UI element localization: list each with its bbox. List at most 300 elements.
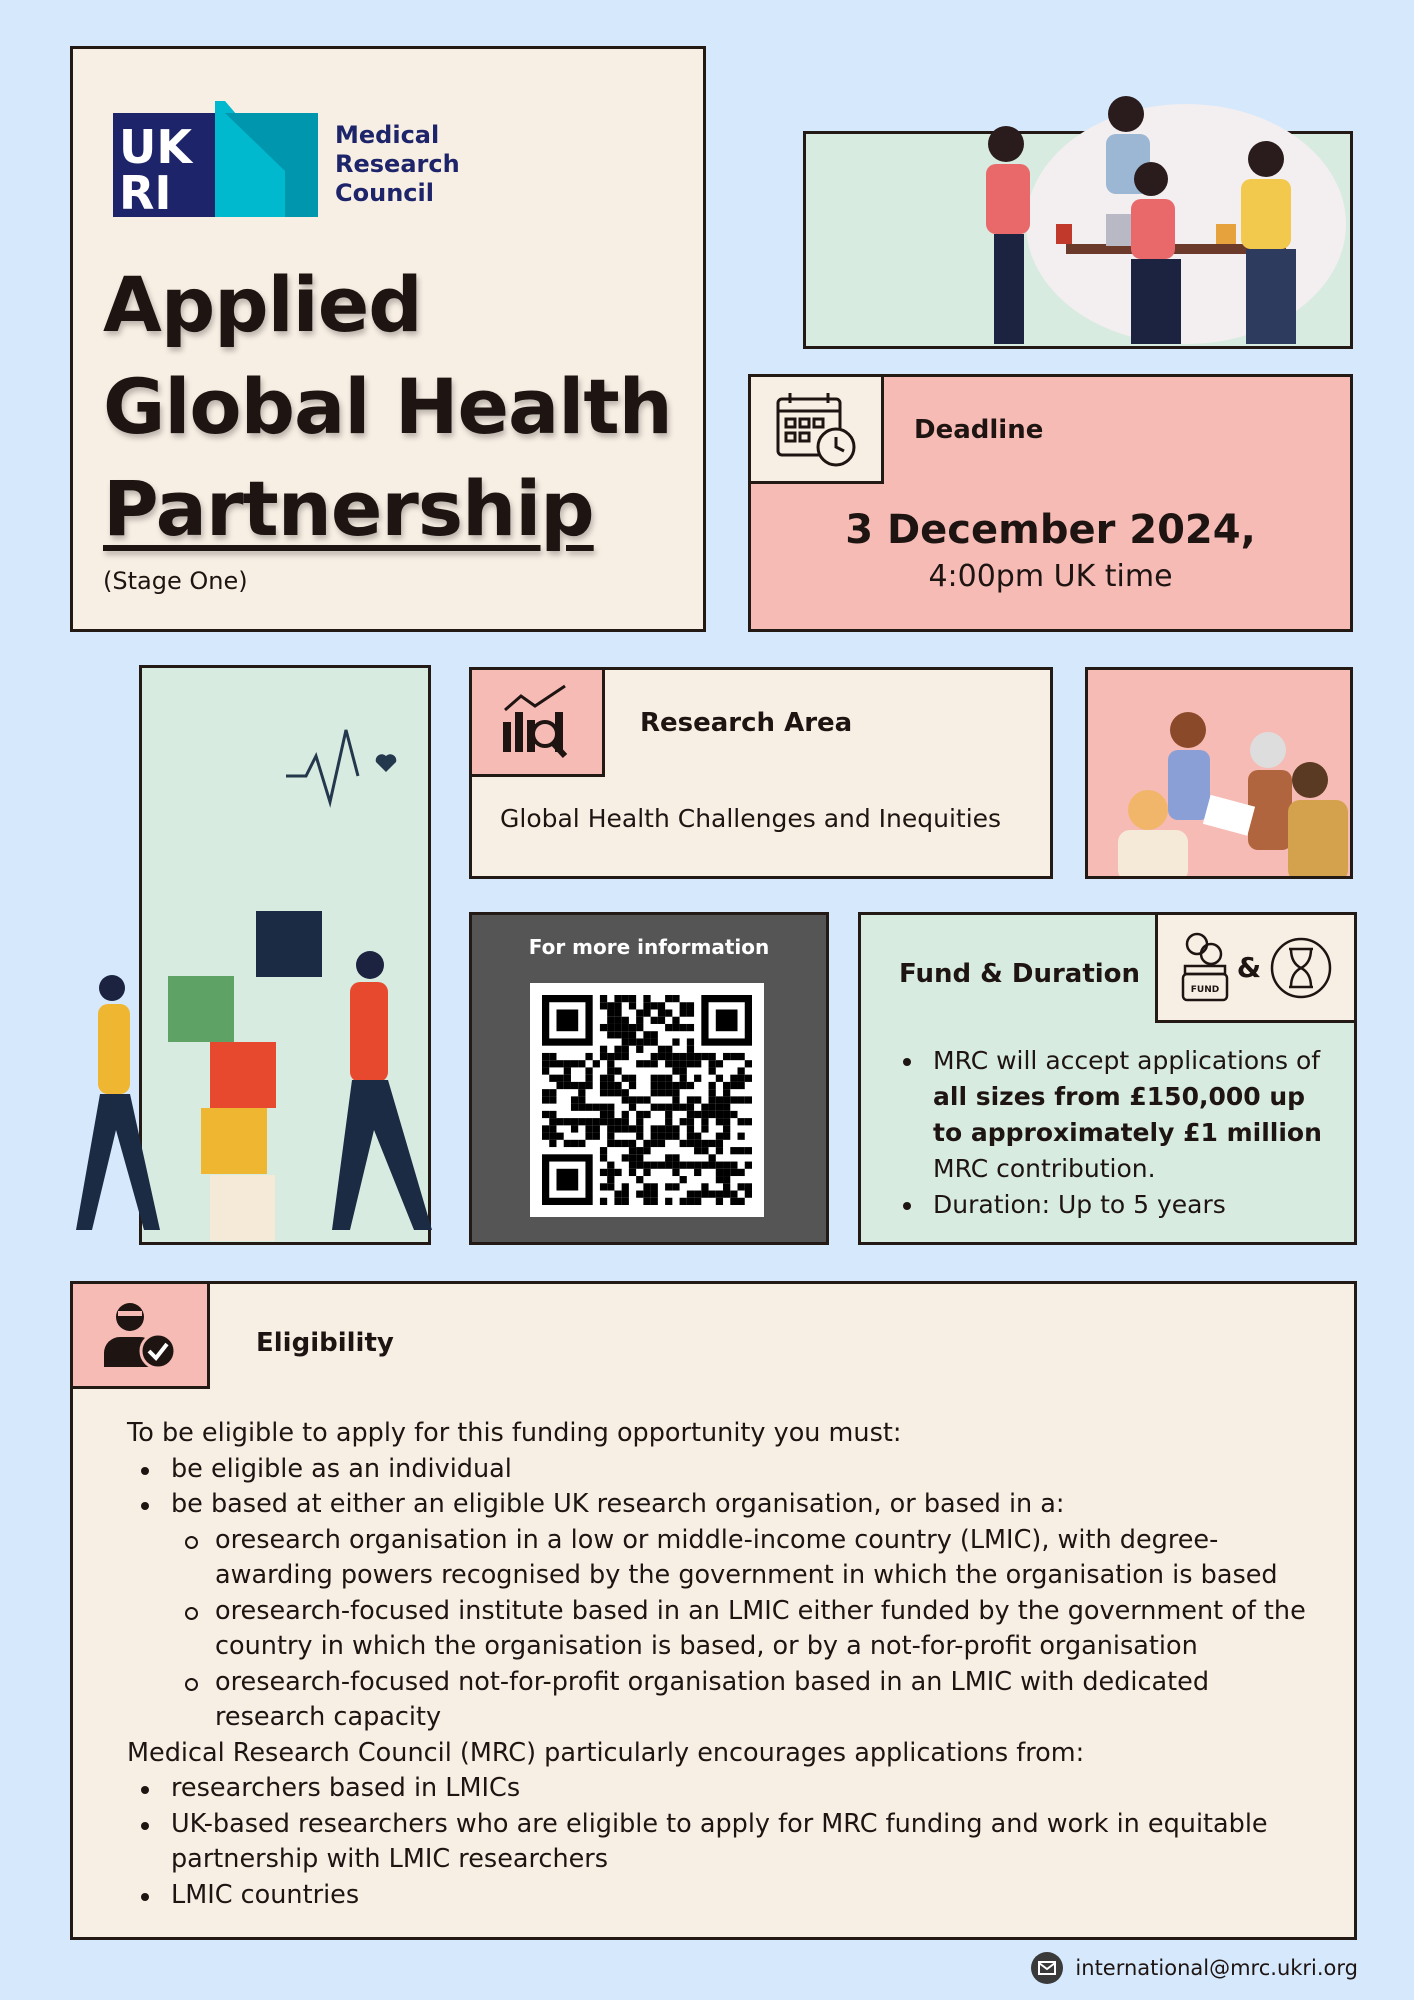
qr-module (614, 1198, 621, 1205)
qr-module (701, 1162, 708, 1169)
qr-module (600, 1075, 607, 1082)
qr-module (614, 1024, 621, 1031)
qr-module (694, 1133, 701, 1140)
qr-module (701, 1111, 708, 1118)
calendar-clock-icon (774, 389, 858, 469)
qr-module (680, 1053, 687, 1060)
fund-amount-item (889, 1043, 1339, 1187)
calendar-icon-box (748, 374, 884, 484)
qr-module (636, 1096, 643, 1103)
svg-text:UK: UK (119, 120, 192, 174)
qr-module (687, 1118, 694, 1125)
qr-module (636, 1118, 643, 1125)
qr-module (571, 1096, 578, 1103)
qr-module (738, 1075, 745, 1082)
qr-module (564, 1060, 571, 1067)
qr-module (672, 1162, 679, 1169)
qr-module (658, 1075, 665, 1082)
must-item: be based at either an eligible UK research organisation, or based in a: (127, 1487, 1327, 1523)
qr-module (665, 1046, 672, 1053)
qr-module (658, 1017, 665, 1024)
qr-module (593, 1104, 600, 1111)
qr-module (738, 1053, 745, 1060)
qr-module (723, 1118, 730, 1125)
qr-module (556, 1060, 563, 1067)
title-panel (70, 46, 706, 632)
qr-module (571, 1118, 578, 1125)
qr-module (629, 1104, 636, 1111)
qr-module (607, 1118, 614, 1125)
qr-module (643, 1191, 650, 1198)
qr-module (578, 1140, 585, 1147)
qr-module (600, 1089, 607, 1096)
qr-module (658, 1002, 665, 1009)
qr-module (549, 1060, 556, 1067)
qr-module (622, 1125, 629, 1132)
qr-module (556, 1118, 563, 1125)
qr-finder (556, 1169, 578, 1191)
qr-module (709, 1140, 716, 1147)
qr-module (687, 1002, 694, 1009)
qr-module (730, 1162, 737, 1169)
qr-module (564, 1140, 571, 1147)
qr-module (600, 1118, 607, 1125)
qr-module (738, 1147, 745, 1154)
qr-module (658, 1089, 665, 1096)
qr-module (651, 1053, 658, 1060)
qr-module (614, 1082, 621, 1089)
qr-module (607, 1111, 614, 1118)
qr-module (629, 1038, 636, 1045)
page-title (103, 254, 672, 560)
qr-module (614, 995, 621, 1002)
qr-module (745, 1118, 752, 1125)
qr-module (680, 1104, 687, 1111)
eligibility-content (127, 1416, 1327, 1913)
hourglass-icon (1267, 935, 1333, 1001)
qr-module (614, 1002, 621, 1009)
qr-module (600, 1198, 607, 1205)
chart-magnifier-icon (497, 682, 577, 762)
qr-module (738, 1096, 745, 1103)
qr-module (556, 1133, 563, 1140)
more-info-label: For more information (528, 935, 770, 959)
qr-module (651, 1140, 658, 1147)
qr-module (629, 1002, 636, 1009)
qr-module (701, 1053, 708, 1060)
qr-module (658, 1162, 665, 1169)
qr-code[interactable] (530, 983, 764, 1217)
qr-module (723, 1191, 730, 1198)
qr-module (687, 1096, 694, 1103)
qr-module (622, 1053, 629, 1060)
qr-module (622, 1046, 629, 1053)
qr-module (716, 1169, 723, 1176)
qr-module (578, 1118, 585, 1125)
qr-module (578, 1096, 585, 1103)
ukri-mrc-logo (113, 101, 473, 221)
qr-module (607, 1125, 614, 1132)
qr-module (716, 1191, 723, 1198)
qr-module (578, 1082, 585, 1089)
qr-module (600, 995, 607, 1002)
qr-module (665, 1009, 672, 1016)
org-type-item: oresearch organisation in a low or middle-income country (LMIC), with degree-awarding powers recognised by the government in which the organisation is based (127, 1523, 1327, 1594)
qr-module (585, 1125, 592, 1132)
qr-module (723, 1169, 730, 1176)
qr-module (614, 1118, 621, 1125)
qr-module (614, 1125, 621, 1132)
qr-module (614, 1169, 621, 1176)
qr-module (614, 1140, 621, 1147)
qr-module (607, 1075, 614, 1082)
eligibility-panel (70, 1281, 1357, 1940)
qr-module (709, 1060, 716, 1067)
ampersand: & (1236, 951, 1262, 984)
fund-duration-panel (858, 912, 1357, 1245)
qr-module (658, 1104, 665, 1111)
qr-module (716, 1111, 723, 1118)
qr-module (701, 1147, 708, 1154)
qr-module (745, 1096, 752, 1103)
qr-module (665, 1133, 672, 1140)
qr-module (687, 1133, 694, 1140)
qr-module (680, 1140, 687, 1147)
qr-module (672, 1089, 679, 1096)
qr-module (585, 1104, 592, 1111)
qr-module (564, 1067, 571, 1074)
qr-module (687, 1024, 694, 1031)
ukri-logo-icon (113, 101, 318, 217)
qr-module (672, 1096, 679, 1103)
qr-module (643, 995, 650, 1002)
qr-module (542, 1133, 549, 1140)
fund-amount-suffix: MRC contribution. (933, 1154, 1156, 1183)
qr-module (600, 1169, 607, 1176)
qr-module (614, 1067, 621, 1074)
qr-module (745, 1183, 752, 1190)
qr-module (622, 995, 629, 1002)
qr-module (549, 1075, 556, 1082)
qr-module (629, 1096, 636, 1103)
qr-module (651, 1162, 658, 1169)
qr-module (716, 1075, 723, 1082)
qr-module (738, 1082, 745, 1089)
logo-line-research: Research (335, 150, 460, 178)
qr-module (629, 1031, 636, 1038)
qr-module (614, 1046, 621, 1053)
celebrating-team-illustration (966, 74, 1346, 350)
qr-module (636, 1017, 643, 1024)
qr-module (672, 1017, 679, 1024)
qr-module (542, 1053, 549, 1060)
qr-module (651, 1104, 658, 1111)
qr-module (723, 1104, 730, 1111)
qr-finder (556, 1009, 578, 1031)
qr-module (622, 1154, 629, 1161)
qr-module (730, 1198, 737, 1205)
qr-module (651, 1198, 658, 1205)
qr-module (542, 1096, 549, 1103)
qr-module (672, 1082, 679, 1089)
team-meeting-illustration-panel (1085, 667, 1353, 879)
qr-module (687, 1191, 694, 1198)
qr-module (745, 1075, 752, 1082)
qr-module (614, 1053, 621, 1060)
qr-module (607, 1183, 614, 1190)
title-line-3: Partnership (103, 464, 594, 553)
qr-module (701, 1191, 708, 1198)
qr-module (687, 1038, 694, 1045)
qr-module (556, 1075, 563, 1082)
qr-module (709, 1162, 716, 1169)
qr-module (600, 1154, 607, 1161)
qr-module (622, 1183, 629, 1190)
qr-module (593, 1133, 600, 1140)
qr-module (672, 1104, 679, 1111)
qr-module (636, 1009, 643, 1016)
deadline-panel (748, 374, 1353, 632)
qr-module (694, 1198, 701, 1205)
qr-module (709, 1053, 716, 1060)
qr-module (629, 1162, 636, 1169)
qr-module (716, 1060, 723, 1067)
qr-module (716, 1140, 723, 1147)
qr-module (665, 1089, 672, 1096)
qr-module (578, 1089, 585, 1096)
qr-module (636, 1147, 643, 1154)
qr-module (629, 1075, 636, 1082)
qr-module (585, 1067, 592, 1074)
qr-module (593, 1060, 600, 1067)
qr-module (701, 1118, 708, 1125)
qr-module (636, 1024, 643, 1031)
people-stacking-blocks-illustration (40, 720, 460, 1250)
qr-module (709, 1111, 716, 1118)
qr-module (593, 1118, 600, 1125)
qr-module (643, 1031, 650, 1038)
qr-module (636, 1162, 643, 1169)
qr-module (629, 1082, 636, 1089)
qr-module (672, 1053, 679, 1060)
qr-module (651, 1017, 658, 1024)
qr-module (643, 1111, 650, 1118)
qr-module (680, 1176, 687, 1183)
encourage-intro: Medical Research Council (MRC) particularly encourages applications from: (127, 1737, 1085, 1768)
qr-module (680, 1060, 687, 1067)
qr-module (600, 1082, 607, 1089)
research-area-panel (469, 667, 1053, 879)
qr-module (643, 1147, 650, 1154)
eligibility-intro: To be eligible to apply for this funding opportunity you must: (127, 1418, 902, 1448)
qr-module (585, 1082, 592, 1089)
qr-module (636, 1125, 643, 1132)
qr-module (643, 1162, 650, 1169)
qr-module (730, 1169, 737, 1176)
qr-module (723, 1096, 730, 1103)
qr-module (636, 1038, 643, 1045)
must-item: be eligible as an individual (127, 1452, 1327, 1488)
qr-module (629, 1147, 636, 1154)
qr-module (629, 1024, 636, 1031)
qr-module (607, 1002, 614, 1009)
qr-module (643, 1198, 650, 1205)
qr-module (651, 1082, 658, 1089)
qr-module (665, 1118, 672, 1125)
qr-module (738, 1118, 745, 1125)
qr-module (651, 1089, 658, 1096)
qr-module (694, 1111, 701, 1118)
qr-module (542, 1060, 549, 1067)
qr-module (622, 1031, 629, 1038)
qr-module (549, 1089, 556, 1096)
qr-module (716, 1133, 723, 1140)
team-meeting-illustration (1088, 670, 1353, 879)
qr-module (687, 1082, 694, 1089)
qr-module (651, 1031, 658, 1038)
logo-line-council: Council (335, 179, 434, 207)
qr-module (643, 1009, 650, 1016)
qr-module (687, 1009, 694, 1016)
qr-module (622, 1038, 629, 1045)
qr-module (658, 1009, 665, 1016)
qr-module (578, 1104, 585, 1111)
qr-module (658, 1053, 665, 1060)
qr-module (680, 1198, 687, 1205)
qr-module (622, 1118, 629, 1125)
qr-module (672, 1024, 679, 1031)
more-info-panel (469, 912, 829, 1245)
qr-module (730, 1111, 737, 1118)
qr-module (600, 1002, 607, 1009)
qr-module (701, 1125, 708, 1132)
deadline-label: Deadline (914, 415, 1044, 445)
qr-module (723, 1162, 730, 1169)
qr-module (549, 1096, 556, 1103)
qr-module (636, 1154, 643, 1161)
qr-module (723, 1111, 730, 1118)
qr-module (665, 1053, 672, 1060)
deadline-time: 4:00pm UK time (928, 559, 1173, 594)
qr-module (651, 1183, 658, 1190)
qr-module (600, 1147, 607, 1154)
qr-module (680, 1075, 687, 1082)
qr-module (723, 1133, 730, 1140)
qr-module (585, 1053, 592, 1060)
qr-module (672, 1067, 679, 1074)
qr-module (622, 1089, 629, 1096)
qr-module (701, 1104, 708, 1111)
qr-module (564, 1082, 571, 1089)
qr-module (716, 1104, 723, 1111)
title-line-1: Applied (103, 260, 422, 349)
qr-module (651, 1191, 658, 1198)
qr-module (542, 1111, 549, 1118)
qr-module (672, 1038, 679, 1045)
qr-module (600, 1024, 607, 1031)
qr-module (600, 1046, 607, 1053)
qr-module (716, 1118, 723, 1125)
qr-module (593, 1125, 600, 1132)
qr-module (549, 1053, 556, 1060)
qr-module (643, 1096, 650, 1103)
qr-module (607, 1031, 614, 1038)
qr-module (723, 1183, 730, 1190)
email-link[interactable]: international@mrc.ukri.org (1075, 1956, 1358, 1980)
qr-module (694, 1191, 701, 1198)
qr-module (658, 1133, 665, 1140)
qr-module (665, 1082, 672, 1089)
qr-module (680, 1002, 687, 1009)
qr-module (622, 1111, 629, 1118)
qr-module (564, 1075, 571, 1082)
qr-module (694, 1060, 701, 1067)
qr-module (658, 1140, 665, 1147)
qr-module (651, 1125, 658, 1132)
qr-module (723, 1125, 730, 1132)
qr-module (542, 1089, 549, 1096)
qr-module (694, 1147, 701, 1154)
qr-module (629, 1154, 636, 1161)
qr-module (636, 1046, 643, 1053)
qr-module (730, 1082, 737, 1089)
qr-module (629, 1169, 636, 1176)
qr-module (607, 1082, 614, 1089)
encourage-item: LMIC countries (127, 1878, 1327, 1914)
qr-module (687, 1053, 694, 1060)
qr-module (665, 995, 672, 1002)
qr-module (716, 1096, 723, 1103)
qr-module (614, 1009, 621, 1016)
qr-module (571, 1082, 578, 1089)
qr-module (716, 1176, 723, 1183)
qr-module (651, 1002, 658, 1009)
qr-module (585, 1133, 592, 1140)
eligibility-icon-box (70, 1281, 210, 1389)
qr-module (680, 1067, 687, 1074)
duration-item: Duration: Up to 5 years (889, 1187, 1339, 1223)
qr-module (701, 1140, 708, 1147)
qr-module (665, 1060, 672, 1067)
qr-module (622, 1198, 629, 1205)
qr-module (549, 1140, 556, 1147)
fund-icons-box (1155, 912, 1357, 1023)
qr-module (636, 1060, 643, 1067)
qr-module (687, 1198, 694, 1205)
contact-email[interactable] (1031, 1952, 1358, 1984)
qr-module (680, 1082, 687, 1089)
encourage-item: researchers based in LMICs (127, 1771, 1327, 1807)
fund-jar-icon (1179, 932, 1231, 1004)
qr-module (738, 1198, 745, 1205)
qr-module (665, 1154, 672, 1161)
qr-module (607, 1140, 614, 1147)
qr-module (709, 1154, 716, 1161)
qr-module (542, 1125, 549, 1132)
qr-module (672, 995, 679, 1002)
qr-module (549, 1125, 556, 1132)
qr-module (680, 1009, 687, 1016)
qr-code-icon (542, 995, 752, 1205)
qr-module (614, 1017, 621, 1024)
qr-module (665, 1183, 672, 1190)
qr-module (607, 1053, 614, 1060)
qr-module (607, 1169, 614, 1176)
qr-module (549, 1111, 556, 1118)
qr-module (716, 1147, 723, 1154)
qr-module (643, 1060, 650, 1067)
qr-module (730, 1075, 737, 1082)
